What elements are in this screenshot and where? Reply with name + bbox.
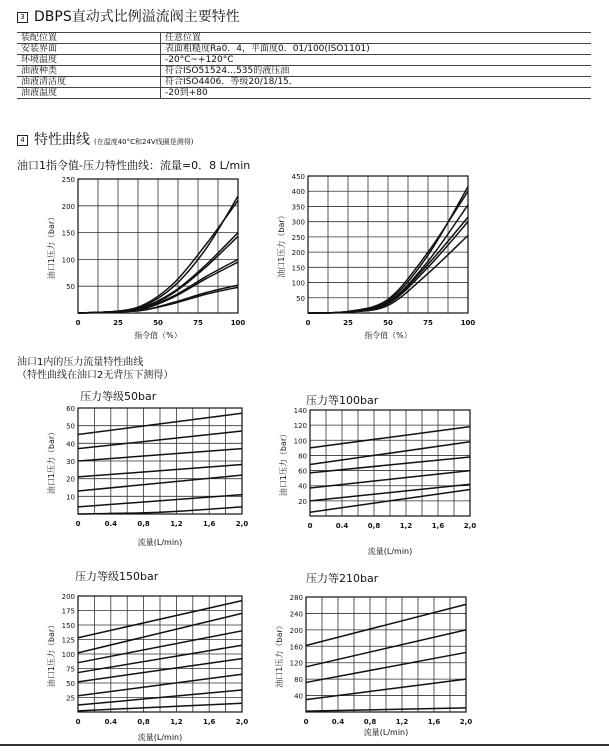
x-tick-label: 75	[423, 319, 433, 327]
y-tick-label: 250	[61, 176, 75, 184]
y-tick-label: 10	[66, 493, 75, 502]
y-tick-label: 175	[61, 607, 75, 616]
y-tick-label: 100	[61, 651, 75, 659]
y-tick-label: 60	[298, 467, 307, 476]
x-tick-label: 0,8	[137, 520, 150, 528]
y-axis-label: 油口1压力（bar）	[279, 429, 288, 497]
x-tick-label: 0	[303, 718, 309, 726]
x-tick-label: 2,0	[235, 718, 249, 726]
x-tick-label: 0	[305, 319, 311, 327]
y-tick-label: 50	[66, 680, 75, 688]
chart-6-title: 压力等210bar	[306, 572, 379, 585]
section-4-note: (在温度40°C和24V线圈是测得)	[94, 138, 194, 146]
x-tick-label: 1,2	[170, 520, 183, 528]
x-tick-label: 25	[113, 319, 123, 327]
y-tick-label: 200	[61, 202, 75, 211]
y-tick-label: 20	[298, 497, 307, 506]
x-axis-label: 流量(L/min)	[363, 728, 409, 737]
y-tick-label: 280	[289, 594, 303, 602]
x-tick-label: 50	[153, 319, 163, 327]
x-tick-label: 0	[75, 520, 81, 528]
y-tick-label: 75	[66, 665, 75, 674]
y-tick-label: 450	[291, 173, 305, 181]
property-key: 装配位置	[17, 33, 161, 44]
x-axis-label: 指令值（%）	[134, 331, 182, 340]
y-tick-label: 30	[66, 458, 75, 466]
x-axis-label: 流量(L/min)	[137, 733, 183, 742]
x-tick-label: 2,0	[235, 520, 249, 528]
y-tick-label: 100	[291, 279, 305, 288]
property-value: 任意位置	[161, 33, 592, 44]
pressure-section-title: 油口1指令值-压力特性曲线：流量=0．8 L/min	[17, 159, 251, 172]
y-tick-label: 140	[293, 407, 307, 415]
y-axis-label: 油口1压力（bar）	[47, 620, 56, 688]
section-4-title: 特性曲线	[34, 132, 90, 148]
property-value: 符合ISO4406．等级20/18/15．	[161, 77, 592, 88]
y-tick-label: 20	[66, 475, 75, 484]
y-axis-label: 油口1压力（bar）	[277, 211, 286, 278]
x-tick-label: 1,6	[202, 520, 216, 528]
y-tick-label: 50	[66, 283, 75, 292]
x-tick-label: 0.4	[104, 520, 118, 528]
x-tick-label: 0	[75, 718, 81, 726]
property-value: 表面粗糙度Ra0．4，平面度0．01/100(ISO1101)	[161, 44, 592, 55]
y-tick-label: 240	[289, 610, 303, 619]
y-tick-label: 80	[298, 452, 307, 461]
flow-section-subtitle: （特性曲线在油口2无背压下测得）	[17, 370, 174, 381]
section-number-box: 3	[17, 12, 28, 23]
x-tick-label: 1,6	[431, 522, 445, 530]
y-tick-label: 40	[298, 482, 307, 491]
property-value: -20到+80	[161, 88, 592, 99]
property-value: -20°C~+120°C	[161, 55, 592, 66]
y-tick-label: 40	[66, 440, 75, 449]
section-number-box: 4	[17, 135, 28, 146]
section-3-title: DBPS直动式比例溢流阀主要特性	[34, 9, 240, 25]
property-key: 油液种类	[17, 66, 161, 77]
property-key: 油液清洁度	[17, 77, 161, 88]
y-axis-label: 油口1压力（bar）	[47, 212, 56, 280]
property-key: 安装界面	[17, 44, 161, 55]
x-tick-label: 1,6	[202, 718, 216, 726]
y-tick-label: 40	[294, 692, 303, 701]
x-tick-label: 0	[307, 522, 313, 530]
property-key: 环境温度	[17, 55, 161, 66]
y-tick-label: 150	[61, 229, 75, 238]
x-tick-label: 100	[460, 319, 476, 327]
x-axis-label: 指令值（%）	[364, 331, 412, 340]
x-tick-label: 0.4	[331, 718, 345, 726]
x-tick-label: 0	[75, 319, 81, 327]
page-bottom-rule	[0, 744, 609, 751]
x-tick-label: 0.4	[104, 718, 118, 726]
x-tick-label: 25	[343, 319, 353, 327]
x-tick-label: 1,2	[399, 522, 413, 530]
y-tick-label: 200	[289, 626, 303, 635]
y-tick-label: 350	[291, 203, 305, 212]
y-tick-label: 125	[61, 636, 75, 645]
x-tick-label: 75	[193, 319, 203, 327]
property-value: 符合ISO51524…535的液压油	[161, 66, 592, 77]
y-tick-label: 120	[289, 659, 303, 668]
y-tick-label: 200	[291, 249, 305, 258]
x-tick-label: 50	[383, 319, 393, 327]
y-tick-label: 50	[296, 294, 305, 303]
x-tick-label: 0,8	[367, 522, 381, 530]
y-tick-label: 100	[61, 256, 75, 265]
x-axis-label: 流量(L/min)	[137, 538, 183, 547]
chart-3-title: 压力等级50bar	[80, 390, 157, 403]
x-tick-label: 2,0	[463, 522, 477, 530]
flow-section-title: 油口1内的压力流量特性曲线	[17, 357, 144, 368]
y-tick-label: 60	[66, 405, 75, 413]
x-tick-label: 1,2	[395, 718, 409, 726]
chart-4-title: 压力等100bar	[306, 394, 379, 407]
y-tick-label: 160	[289, 643, 303, 652]
chart-5-title: 压力等级150bar	[75, 570, 159, 583]
y-tick-label: 50	[66, 422, 75, 431]
y-tick-label: 250	[291, 233, 305, 242]
y-tick-label: 400	[291, 188, 305, 197]
x-tick-label: 0.4	[335, 522, 349, 530]
y-tick-label: 150	[61, 622, 75, 630]
x-tick-label: 0,8	[363, 718, 377, 726]
x-axis-label: 流量(L/min)	[367, 547, 413, 556]
x-tick-label: 1,6	[427, 718, 441, 726]
x-tick-label: 2,0	[459, 718, 473, 726]
y-axis-label: 油口1压力（bar）	[47, 427, 56, 495]
y-tick-label: 200	[61, 593, 75, 601]
y-tick-label: 150	[291, 264, 305, 273]
y-tick-label: 80	[294, 676, 303, 685]
y-tick-label: 100	[293, 437, 307, 446]
property-key: 油液温度	[17, 88, 161, 99]
y-tick-label: 300	[291, 218, 305, 227]
y-tick-label: 25	[66, 694, 75, 703]
y-axis-label: 油口1压力（bar）	[275, 621, 284, 688]
y-tick-label: 120	[293, 422, 307, 431]
x-tick-label: 1,2	[170, 718, 183, 726]
x-tick-label: 0,8	[137, 718, 150, 726]
x-tick-label: 100	[230, 319, 246, 327]
